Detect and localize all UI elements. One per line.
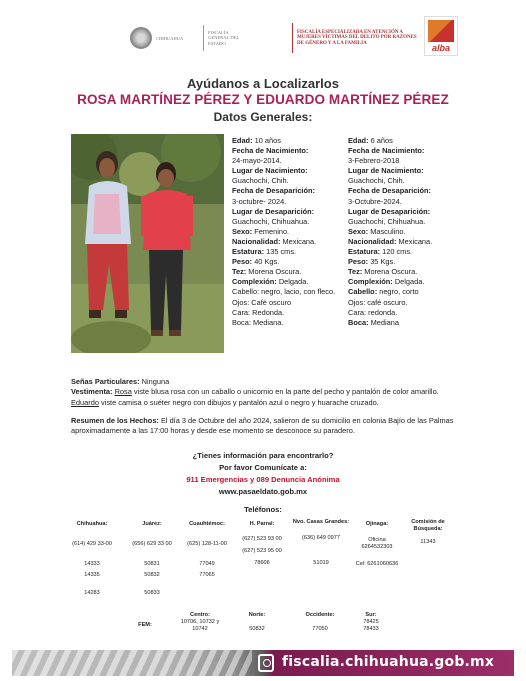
value: Redonda.	[250, 307, 285, 317]
label: Cara:	[348, 307, 367, 317]
photo-illustration	[71, 134, 224, 353]
label: Cabello:	[232, 287, 260, 297]
label: Edad:	[348, 136, 369, 145]
fiscalia-text: FISCALÍA GENERAL DEL ESTADO	[208, 29, 240, 46]
phone: 77049	[199, 561, 215, 567]
city-label: Chihuahua:	[76, 521, 108, 527]
value: 6 años	[368, 136, 393, 145]
value: Masculino.	[368, 226, 406, 236]
value: Guachochi, Chihuahua.	[348, 216, 426, 226]
phone: 78425	[363, 619, 379, 625]
phone: (627) 523 95 00	[242, 548, 282, 554]
value: 3-octubre- 2024.	[232, 196, 287, 206]
fem-text: FISCALÍA ESPECIALIZADA EN ATENCIÓN A MUJERES VÍCTIMAS DEL DELITO POR RAZONES DE GÉNERO Y A LA FAMILIA	[297, 29, 417, 46]
footer-url[interactable]: fiscalia.chihuahua.gob.mx	[282, 654, 495, 670]
phone: Oficina	[368, 537, 386, 543]
value: Mexicana.	[396, 236, 433, 246]
label: Cabello:	[348, 287, 378, 297]
label: Estatura:	[232, 247, 265, 257]
phone: 78433	[363, 626, 379, 632]
value: Ninguna	[139, 377, 170, 386]
label: Tez:	[232, 267, 247, 277]
phone: Cel: 6261060636	[355, 561, 399, 567]
phone: 51019	[313, 560, 329, 566]
value: 135 cms.	[264, 247, 297, 257]
phones-norte	[232, 612, 282, 633]
city-label: Comisión de Búsqueda:	[411, 519, 445, 532]
label: Tez:	[348, 267, 363, 277]
phone: (614) 429 33-00	[72, 541, 112, 547]
value: Delgada.	[276, 277, 309, 287]
phones-heading: Teléfonos:	[244, 505, 282, 514]
label: Fecha de Nacimiento:	[348, 146, 425, 156]
phone: 6264532303	[361, 544, 393, 550]
value: Mediana	[368, 317, 399, 327]
zone-label: Sur:	[365, 612, 377, 618]
phone: (625) 128-11-00	[187, 541, 227, 547]
eduardo-name: Eduardo	[71, 397, 99, 407]
value: café oscuro.	[365, 297, 408, 307]
value: Mediana.	[250, 317, 284, 327]
phones-parral	[232, 521, 292, 567]
header	[10, 10, 516, 72]
label: Lugar de Nacimiento:	[232, 166, 308, 176]
fiscalia-logo	[203, 22, 250, 54]
value: Guachochi, Chih.	[232, 176, 289, 186]
label: Ojos:	[348, 297, 366, 307]
phones-centro	[174, 612, 226, 633]
phones-comision	[402, 519, 454, 546]
phone: 50833	[144, 590, 160, 596]
phone: (636) 649 0977	[302, 535, 340, 541]
rosa-clothing: viste blusa rosa con un caballo o unicornio en la parte del pecho y pantalón de color amarillo.	[131, 387, 439, 397]
value: Guachochi, Chih.	[348, 176, 405, 186]
website-link[interactable]: www.pasaeldato.gob.mx	[218, 487, 308, 496]
eduardo-data	[348, 136, 458, 328]
value: 10 años	[252, 136, 281, 145]
label: Resumen de los Hechos:	[71, 416, 159, 425]
value: El día 3 de Octubre del año 2024, salieron de su domicilio en colonia Bajío de las Palmas aproximadamente a las 17:00 horas y desde ese momento se desconoce su paradero.	[71, 416, 454, 436]
state-seal-icon	[130, 27, 152, 49]
eduardo-clothing: viste camisa o suéter negro con dibujos y pantalón azul o negro y huarache cruzado.	[98, 397, 379, 407]
value: 35 Kgs.	[368, 257, 396, 267]
value: negro, lacio, con fleco.	[259, 287, 336, 297]
missing-names: ROSA MARTÍNEZ PÉREZ Y EDUARDO MARTÍNEZ PÉREZ	[77, 92, 449, 107]
label: Nacionalidad:	[232, 236, 281, 246]
phone: (656) 629 33 00	[132, 541, 172, 547]
label: Sexo:	[348, 226, 369, 236]
label: Lugar de Desaparición:	[348, 206, 431, 216]
value: 3-Febrero-2018	[348, 156, 400, 166]
city-label: Nvo. Casas Grandes:	[292, 519, 350, 525]
phone: 50832	[249, 626, 265, 632]
alba-icon	[428, 20, 454, 42]
children-photo	[71, 134, 224, 353]
alba-logo	[424, 16, 458, 56]
summary-of-facts	[71, 416, 461, 437]
phone: 77050	[312, 626, 328, 632]
phones-juarez	[122, 521, 182, 597]
value: redonda.	[366, 307, 398, 317]
city-label: Juárez:	[142, 521, 162, 527]
phone: 14335	[84, 572, 100, 578]
fem-logo	[292, 22, 417, 54]
label: Complexión:	[232, 277, 277, 287]
phone: 10706, 10732 y 10742	[180, 619, 220, 632]
alba-label: alba	[431, 43, 450, 53]
info-question: ¿Tienes información para encontrarlo?	[192, 451, 334, 460]
city-label: Cuauhtémoc:	[189, 521, 225, 527]
label: Boca:	[232, 317, 251, 327]
label: Fecha de Desaparición:	[348, 186, 431, 196]
phones-sur	[346, 612, 396, 633]
phones-chihuahua	[62, 521, 122, 597]
value: 120 cms.	[380, 247, 413, 257]
phone: (627) 523 93 00	[242, 536, 282, 542]
label: Lugar de Desaparición:	[232, 206, 315, 216]
city-label: H. Parral:	[249, 521, 275, 527]
label: Vestimenta:	[71, 387, 113, 397]
phone: 14333	[84, 561, 100, 567]
value: negro, corto	[377, 287, 419, 297]
label: Boca:	[348, 317, 369, 327]
label: Peso:	[348, 257, 369, 267]
label: Ojos:	[232, 297, 250, 307]
label: Peso:	[232, 257, 253, 267]
value: Mexicana.	[280, 236, 317, 246]
section-title: Datos Generales:	[213, 110, 313, 124]
label: Cara:	[232, 307, 251, 317]
label: Sexo:	[232, 226, 253, 236]
fem-label: FEM:	[138, 622, 152, 628]
value: Femenino.	[252, 226, 290, 236]
phone: 14283	[84, 590, 100, 596]
page-title: Ayúdanos a Localizarlos	[187, 76, 339, 91]
gobierno-text: CHIHUAHUA	[156, 35, 184, 41]
footer-banner	[12, 650, 514, 676]
phone: 50832	[144, 572, 160, 578]
please-contact: Por favor Comunícate a:	[219, 463, 307, 472]
rosa-data	[232, 136, 340, 328]
label: Complexión:	[348, 277, 393, 287]
value: Delgada.	[392, 277, 425, 287]
zone-label: Norte:	[248, 612, 266, 618]
value: Morena Oscura.	[246, 267, 302, 277]
zone-label: Centro:	[190, 612, 210, 618]
phone: 78606	[254, 560, 270, 566]
value: Café oscuro	[249, 297, 292, 307]
label: Estatura:	[348, 247, 381, 257]
value: Morena Oscura.	[362, 267, 418, 277]
value: 3-Octubre-2024.	[348, 196, 402, 206]
phone: 77065	[199, 572, 215, 578]
phone: 50831	[144, 561, 160, 567]
value: Guachochi, Chihuahua.	[232, 216, 310, 226]
label: Fecha de Desaparición:	[232, 186, 315, 196]
distinguishing-marks	[71, 377, 461, 408]
label: Fecha de Nacimiento:	[232, 146, 309, 156]
phones-ojinaga	[346, 521, 408, 568]
emergency-numbers: 911 Emergencias y 089 Denuncia Anónima	[186, 475, 340, 484]
value: 24-mayo-2014.	[232, 156, 282, 166]
rosa-name: Rosa	[114, 387, 132, 397]
phones-occidente	[292, 612, 348, 633]
phones-cuauhtemoc	[176, 521, 238, 579]
label: Edad:	[232, 136, 253, 145]
label: Nacionalidad:	[348, 236, 397, 246]
label: Lugar de Nacimiento:	[348, 166, 424, 176]
gobierno-logo	[130, 22, 194, 54]
label: Señas Particulares:	[71, 377, 140, 386]
zone-label: Occidente:	[305, 612, 335, 618]
phone: 11343	[420, 539, 436, 545]
value: 40 Kgs.	[252, 257, 280, 267]
phones-casas-grandes	[292, 519, 350, 567]
city-label: Ojinaga:	[365, 521, 389, 527]
fiscalia-icon	[258, 654, 274, 672]
